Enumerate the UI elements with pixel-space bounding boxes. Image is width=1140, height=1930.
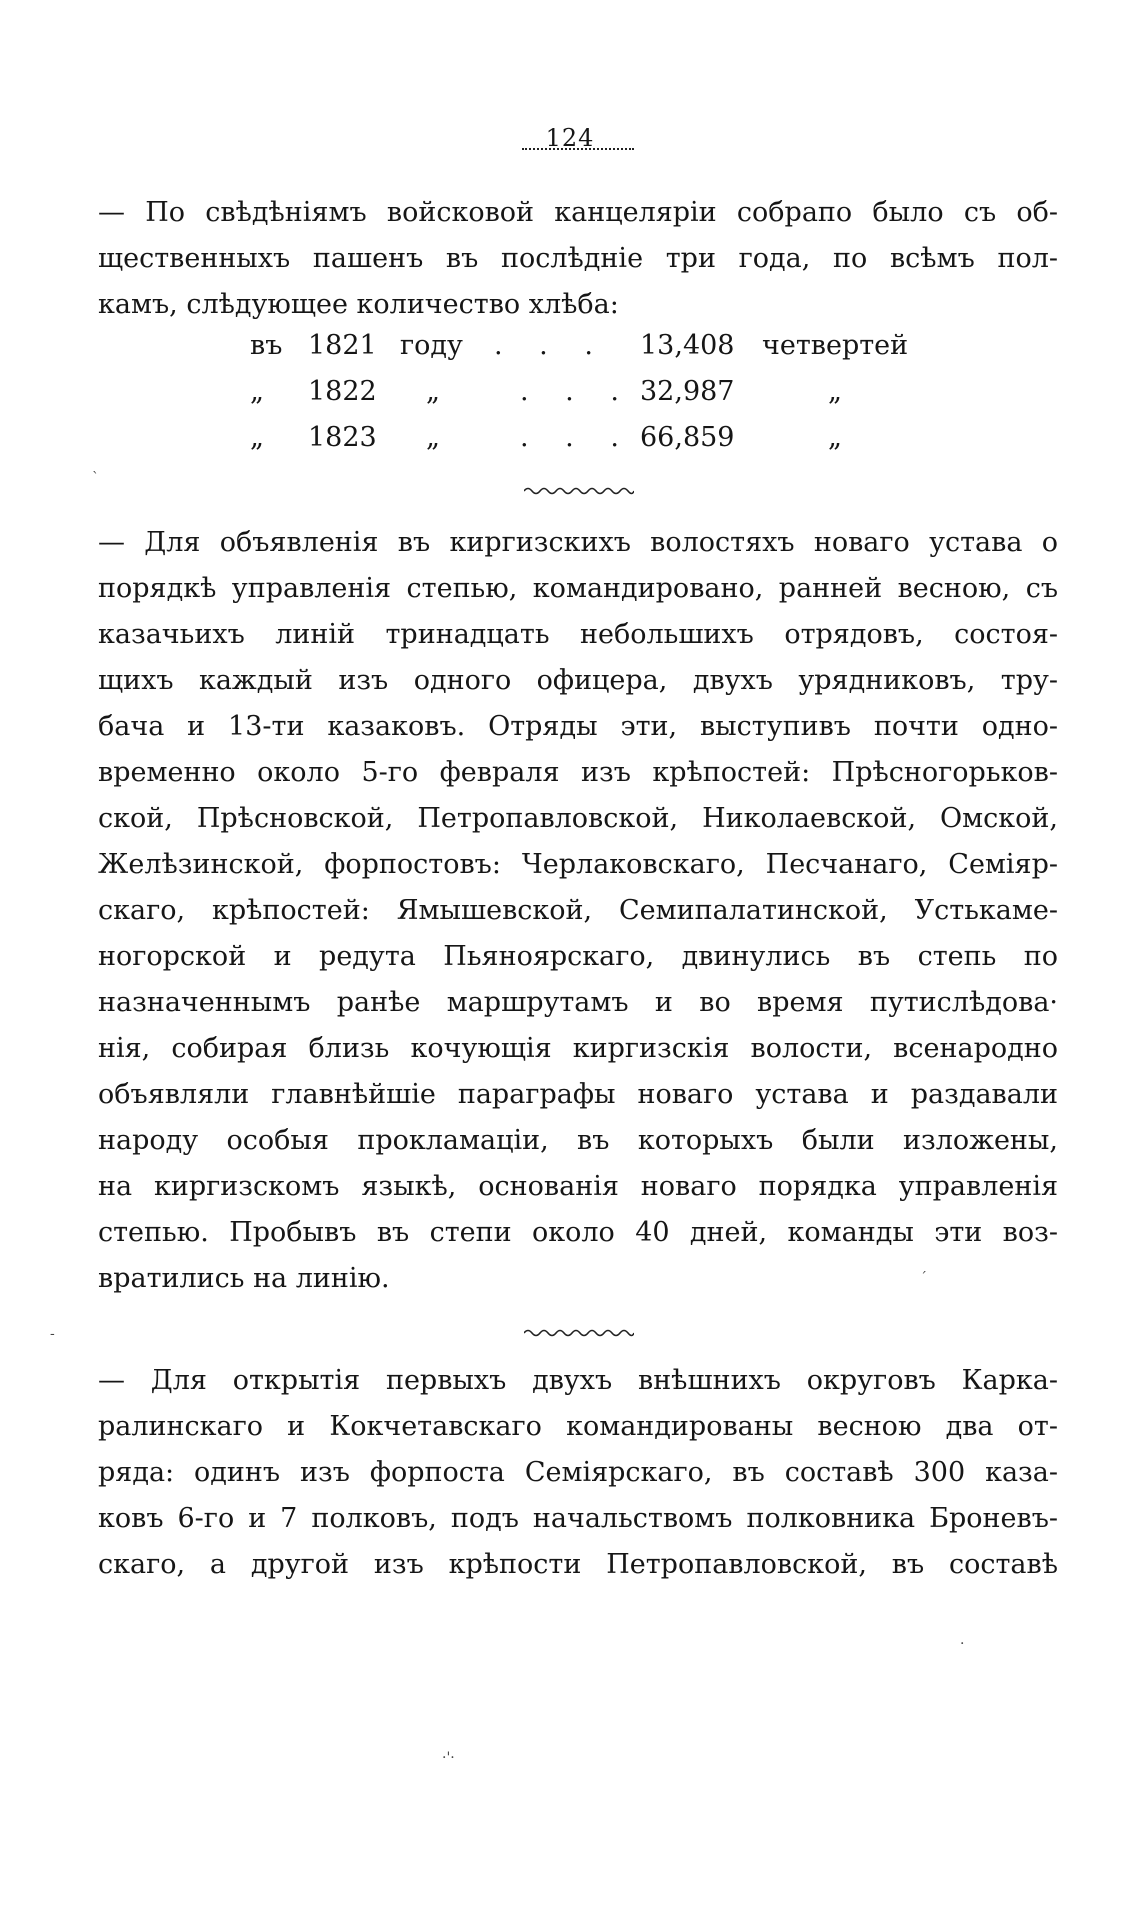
grain-row xyxy=(250,376,950,422)
text-line: ряда: одинъ изъ форпоста Семіярскаго, въ составѣ 300 каза- xyxy=(98,1457,1058,1488)
row-year: 1822 xyxy=(308,376,377,407)
row-measure: „ xyxy=(828,376,842,407)
row-leader-dots: . . . xyxy=(494,330,607,361)
text-line: скаго, а другой изъ крѣпости Петропавловской, въ составѣ xyxy=(98,1549,1058,1580)
text-line: на киргизскомъ языкѣ, основанія новаго порядка управленія xyxy=(98,1171,1058,1202)
text-line: щественныхъ пашенъ въ послѣдніе три года, по всѣмъ пол- xyxy=(98,243,1058,274)
scan-speck: ‐ xyxy=(50,1326,55,1342)
text-line: степью. Пробывъ въ степи около 40 дней, команды эти воз- xyxy=(98,1217,1058,1248)
text-line: — Для объявленія въ киргизскихъ волостяхъ новаго устава о xyxy=(98,527,1058,558)
row-prefix: „ xyxy=(250,376,264,407)
text-line: ногорской и редута Пьяноярскаго, двинулись въ степь по xyxy=(98,941,1058,972)
grain-row xyxy=(250,330,950,376)
text-line: назначеннымъ ранѣе маршрутамъ и во время путислѣдова· xyxy=(98,987,1058,1018)
row-prefix: въ xyxy=(250,330,283,361)
text-line: Желѣзинской, форпостовъ: Черлаковскаго, Песчанаго, Семіяр- xyxy=(98,849,1058,880)
row-leader-dots: . . . xyxy=(520,422,633,453)
text-line: временно около 5-го февраля изъ крѣпостей: Прѣсногорьков- xyxy=(98,757,1058,788)
text-line: ковъ 6-го и 7 полковъ, подъ начальствомъ полковника Броневъ- xyxy=(98,1503,1058,1534)
row-measure: четвертей xyxy=(762,330,909,361)
text-line: бача и 13-ти казаковъ. Отряды эти, выступивъ почти одно- xyxy=(98,711,1058,742)
text-line: объявляли главнѣйшіе параграфы новаго устава и раздавали xyxy=(98,1079,1058,1110)
section-divider xyxy=(524,486,634,496)
section-divider xyxy=(524,1328,634,1338)
grain-row xyxy=(250,422,950,468)
row-unit: „ xyxy=(426,376,440,407)
row-quantity: 66,859 xyxy=(640,422,735,453)
paragraph-steppe-announcement xyxy=(98,520,1058,1302)
text-line: народу особыя прокламаціи, въ которыхъ были изложены, xyxy=(98,1125,1058,1156)
row-quantity: 13,408 xyxy=(640,330,735,361)
text-line: порядкѣ управленія степью, командировано, ранней весною, съ xyxy=(98,573,1058,604)
text-line: — Для открытія первыхъ двухъ внѣшнихъ округовъ Карка- xyxy=(98,1365,1058,1396)
page-number: 124 xyxy=(545,124,595,152)
text-line: — По свѣдѣніямъ войсковой канцеляріи собрапо было съ об- xyxy=(98,197,1058,228)
page-number-underline xyxy=(522,148,634,150)
row-unit: „ xyxy=(426,422,440,453)
text-line: нія, собирая близь кочующія киргизскія волости, всенародно xyxy=(98,1033,1058,1064)
scan-speck: ˊ xyxy=(920,1270,927,1286)
text-line: вратились на линію. xyxy=(98,1263,390,1294)
text-line: казачьихъ линій тринадцать небольшихъ отрядовъ, состоя- xyxy=(98,619,1058,650)
text-line: ралинскаго и Кокчетавскаго командированы весною два от- xyxy=(98,1411,1058,1442)
paragraph-new-districts xyxy=(98,1358,1058,1588)
text-line: скаго, крѣпостей: Ямышевской, Семипалатинской, Устькаме- xyxy=(98,895,1058,926)
paragraph-grain-intro xyxy=(98,190,1058,328)
scan-speck: · xyxy=(960,1636,965,1652)
row-year: 1823 xyxy=(308,422,377,453)
row-measure: „ xyxy=(828,422,842,453)
row-year: 1821 xyxy=(308,330,377,361)
scan-speck: ˋ xyxy=(92,470,99,486)
text-line: камъ, слѣдующее количество хлѣба: xyxy=(98,289,619,320)
text-line: щихъ каждый изъ одного офицера, двухъ урядниковъ, тру- xyxy=(98,665,1058,696)
row-quantity: 32,987 xyxy=(640,376,735,407)
row-prefix: „ xyxy=(250,422,264,453)
row-unit: году xyxy=(400,330,463,361)
scan-speck: ·ꞌ· xyxy=(442,1750,455,1766)
text-line: ской, Прѣсновской, Петропавловской, Николаевской, Омской, xyxy=(98,803,1058,834)
row-leader-dots: . . . xyxy=(520,376,633,407)
